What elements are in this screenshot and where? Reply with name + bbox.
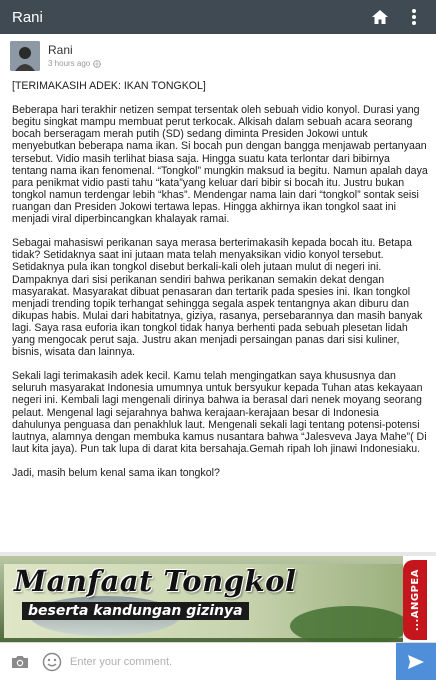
emoji-button[interactable] — [40, 650, 64, 674]
post-meta — [48, 43, 101, 70]
banner-subtitle: beserta kandungan gizinya — [22, 602, 249, 620]
post-body — [12, 80, 428, 491]
send-icon — [407, 654, 425, 670]
comment-input[interactable] — [70, 648, 396, 676]
post-heading: [TERIMAKASIH ADEK: IKAN TONGKOL] — [12, 80, 206, 92]
globe-icon — [93, 60, 101, 68]
comment-bar — [0, 642, 436, 680]
avatar-image — [10, 41, 40, 71]
camera-button[interactable] — [8, 650, 32, 674]
author-name[interactable]: Rani — [48, 42, 73, 57]
header-title: Rani — [12, 8, 43, 26]
post-paragraph: Beberapa hari terakhir netizen sempat tersentak oleh sebuah vidio konyol. Durasi yang begitu singkat mampu membuat perut terkocak. Alkisah dalam sebuah acara seorang bocah berseragam merah putih (SD) sedang diminta Presiden Jokowi untuk menyebutkan beberapa nama ikan. Si bocah pun dengan bangga menjawab pertanyaan tersebut. Vidio masih terlihat biasa saja. Hingga suatu kata terlontar dari bibirnya tentang nama ikan fenomenal. “Tongkol” mungkin maksud ia begitu. Namun apalah daya para penikmat vidio pasti tahu “kata”yang keluar dari bibir si bocah itu. Justru bukan tongkol namun terdengar lebih “khas”. Mendengar nama lain dari “tongkol” sontak seisi ruangan dan Presiden Jokowi tertawa lepas. Hingga akhirnya ikan tongkol saat ini menjadi viral diperbincangkan khalayak ramai. — [12, 104, 428, 226]
more-vertical-icon — [411, 8, 417, 26]
home-icon — [371, 9, 389, 25]
post-time: 3 hours ago — [48, 58, 91, 68]
post-paragraph: Sebagai mahasiswi perikanan saya merasa berterimakasih kepada bocah itu. Betapa tidak? Setidaknya saat ini jutaan mata telah menyaksikan vidio konyol tersebut. Setidaknya pula ikan tongkol disebut berkali-kali oleh jutaan mulut di negeri ini. Dampaknya dari sisi perikanan sendiri bahwa perikanan semakin dekat dengan masyarakat. Masyarakat dibuat penasaran dan tertarik pada spesies ini. Ikan tongkol menjadi trending topik terhangat sehingga segala aspek tentangnya akan diburu dan dikupas habis. Mulai dari habitatnya, giziya, rasanya, persebarannya dan masih banyak lagi. Saya rasa euforia ikan tongkol tidak hanya berhenti pada sebuah plesetan lidah yang mengocak perut saja. Justru akan menjadi persaingan panas dari sisi kuliner, bisnis, wisata dan lainnya. — [12, 237, 423, 359]
more-menu-button[interactable] — [402, 5, 426, 29]
app-header — [0, 0, 436, 34]
emoji-icon — [42, 652, 62, 672]
banner-side-badge — [403, 556, 436, 642]
banner-title: Manfaat Tongkol — [14, 564, 297, 598]
post-paragraph: Jadi, masih belum kenal sama ikan tongkol? — [12, 467, 220, 479]
home-button[interactable] — [368, 5, 392, 29]
post-time-row — [48, 58, 101, 70]
camera-icon — [10, 654, 30, 670]
banner-side-red — [403, 560, 427, 640]
avatar[interactable] — [10, 41, 40, 71]
banner-side-text: ...ANGPEA — [409, 568, 421, 632]
post-header — [10, 40, 426, 72]
leaf-graphic — [290, 606, 410, 642]
send-button[interactable] — [396, 643, 436, 680]
post-paragraph: Sekali lagi terimakasih adek kecil. Kamu telah mengingatkan saya khususnya dan seluruh masyarakat Indonesia umumnya untuk bersyukur kepada Tuhan atas kekayaan negeri ini. Kembali lagi mengenali dirinya bahwa ia berasal dari nenek moyang seorang pelaut. Mengenal lagi sejarahnya bahwa kerajaan-kerajaan besar di Indonesia dahulunya penguasa dan penakhluk laut. Mengenali sekali lagi tentang potensi-potensi lautnya, alamnya dengan membuka kamus nusantara bahwa “Jalesveva Jaya Mahe”( Di laut kita jaya). Pun tak lupa di darat kita bersahaja.Gemah ripah loh jinawi Indonesiaku. — [12, 370, 427, 455]
post-image[interactable] — [0, 556, 436, 642]
